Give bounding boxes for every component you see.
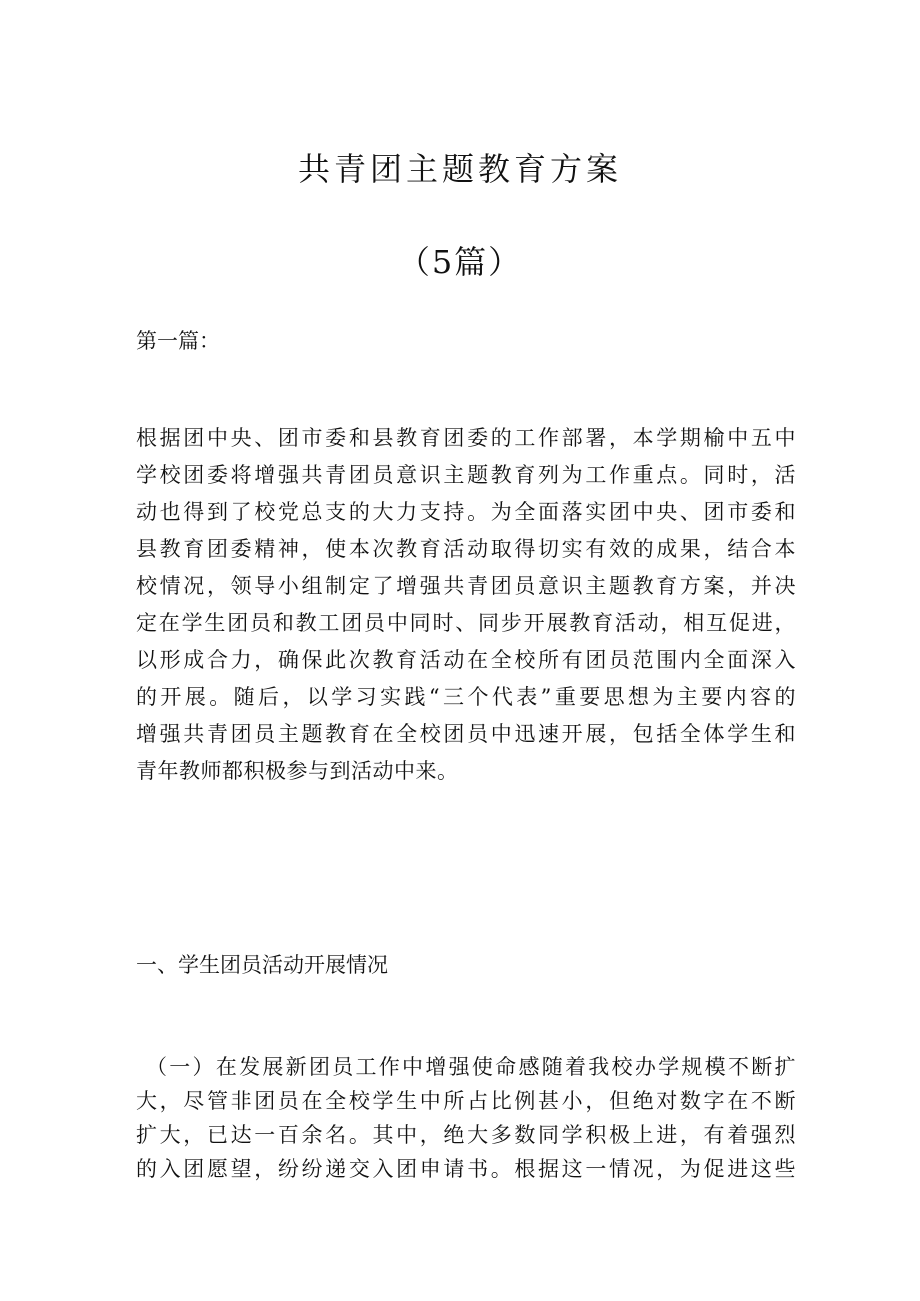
document-title: 共青团主题教育方案 xyxy=(297,150,622,188)
paragraph-line: 根据团中央、团市委和县教育团委的工作部署，本学期榆中五中 xyxy=(136,426,796,450)
paragraph-line: 扩大，已达一百余名。其中，绝大多数同学积极上进，有着强烈 xyxy=(136,1123,796,1147)
paragraph-line: 大，尽管非团员在全校学生中所占比例甚小，但绝对数字在不断 xyxy=(136,1089,796,1113)
paragraph-line: （一）在发展新团员工作中增强使命感随着我校办学规模不断扩 xyxy=(146,1055,796,1079)
document-subtitle: （5篇） xyxy=(397,243,523,281)
paragraph-line: 的开展。随后，以学习实践“三个代表”重要思想为主要内容的 xyxy=(136,685,796,709)
paragraph-line: 青年教师都积极参与到活动中来。 xyxy=(136,759,459,783)
paragraph-1 xyxy=(136,420,796,790)
paragraph-line: 县教育团委精神，使本次教育活动取得切实有效的成果，结合本 xyxy=(136,537,796,561)
paragraph-line: 增强共青团员主题教育在全校团员中迅速开展，包括全体学生和 xyxy=(136,722,796,746)
paragraph-line: 定在学生团员和教工团员中同时、同步开展教育活动，相互促进， xyxy=(136,611,796,635)
paragraph-2 xyxy=(136,1050,796,1186)
paragraph-line: 的入团愿望，纷纷递交入团申请书。根据这一情况，为促进这些 xyxy=(136,1157,796,1181)
paragraph-line: 以形成合力，确保此次教育活动在全校所有团员范围内全面深入 xyxy=(136,648,796,672)
part-label: 第一篇： xyxy=(136,329,220,353)
paragraph-line: 动也得到了校党总支的大力支持。为全面落实团中央、团市委和 xyxy=(136,500,796,524)
paragraph-line: 校情况，领导小组制定了增强共青团员意识主题教育方案，并决 xyxy=(136,574,796,598)
section-heading: 一、学生团员活动开展情况 xyxy=(136,953,388,977)
paragraph-line: 学校团委将增强共青团员意识主题教育列为工作重点。同时，活 xyxy=(136,463,796,487)
